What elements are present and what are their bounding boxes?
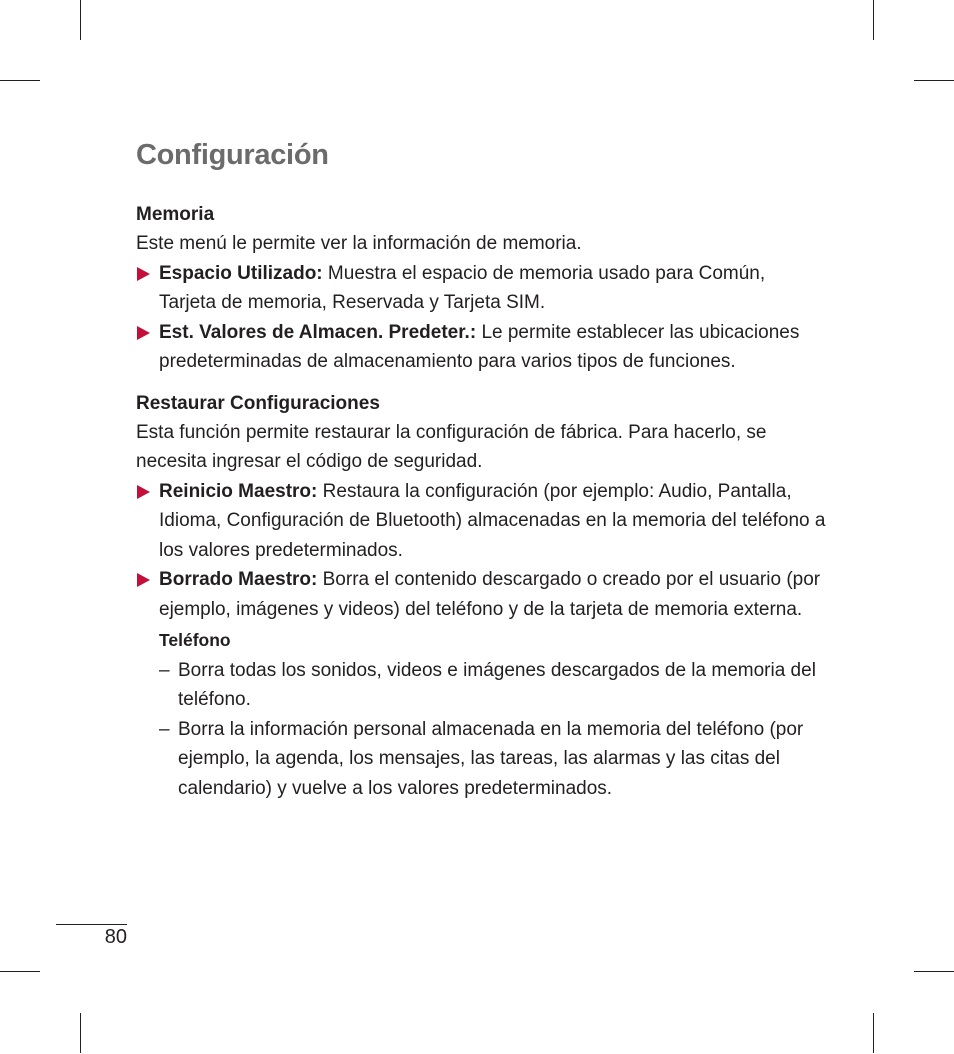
dash-list-item	[136, 715, 826, 804]
bullet-item	[136, 565, 826, 624]
memoria-intro: Este menú le permite ver la información de memoria.	[136, 233, 582, 254]
triangle-bullet-icon	[137, 573, 150, 587]
restaurar-intro: Esta función permite restaurar la configuración de fábrica. Para hacerlo, se necesita ingresar el código de seguridad.	[136, 421, 767, 472]
bullet-item	[136, 318, 826, 377]
dash-item-text: Borra todas los sonidos, videos e imágenes descargados de la memoria del teléfono.	[178, 659, 816, 710]
bullet-text: Restaura la configuración (por ejemplo: Audio, Pantalla, Idioma, Configuración de Bluetooth) almacenadas en la memoria del teléfono a los valores predeterminados.	[159, 480, 826, 561]
dash-item-text: Borra la información personal almacenada en la memoria del teléfono (por ejemplo, la agenda, los mensajes, las tareas, las alarmas y las citas del calendario) y vuelve a los valores predeterminados.	[178, 718, 804, 799]
triangle-bullet-icon	[137, 267, 150, 281]
crop-mark	[0, 80, 40, 81]
triangle-bullet-icon	[137, 485, 150, 499]
bullet-label: Est. Valores de Almacen. Predeter.:	[159, 321, 477, 343]
bullet-item	[136, 259, 826, 318]
crop-mark	[0, 971, 40, 972]
dash-bullet-icon: –	[159, 718, 170, 740]
main-content	[136, 200, 826, 803]
subheading-telefono: Teléfono	[159, 630, 231, 650]
bullet-label: Borrado Maestro:	[159, 569, 318, 590]
dash-bullet-icon: –	[159, 659, 170, 681]
section-heading-restaurar: Restaurar Configuraciones	[136, 392, 380, 414]
dash-list-item	[136, 656, 826, 715]
bullet-item	[136, 477, 826, 566]
bullet-text: Muestra el espacio de memoria usado para Común, Tarjeta de memoria, Reservada y Tarjeta SIM.	[159, 262, 766, 313]
bullet-text: Borra el contenido descargado o creado por el usuario (por ejemplo, imágenes y videos) del teléfono y de la tarjeta de memoria externa.	[159, 569, 821, 620]
bullet-label: Reinicio Maestro:	[159, 480, 318, 502]
footer-rule	[56, 924, 127, 925]
page-title: Configuración	[136, 139, 329, 171]
page-number: 80	[104, 926, 127, 948]
crop-mark	[873, 0, 874, 40]
bullet-text: Le permite establecer las ubicaciones predeterminadas de almacenamiento para varios tipos de funciones.	[159, 321, 800, 372]
section-heading-memoria: Memoria	[136, 204, 215, 225]
bullet-label: Espacio Utilizado:	[159, 262, 323, 284]
crop-mark	[873, 1013, 874, 1053]
crop-mark	[914, 80, 954, 81]
crop-mark	[80, 1013, 81, 1053]
triangle-bullet-icon	[137, 326, 150, 340]
crop-mark	[80, 0, 81, 40]
crop-mark	[914, 971, 954, 972]
